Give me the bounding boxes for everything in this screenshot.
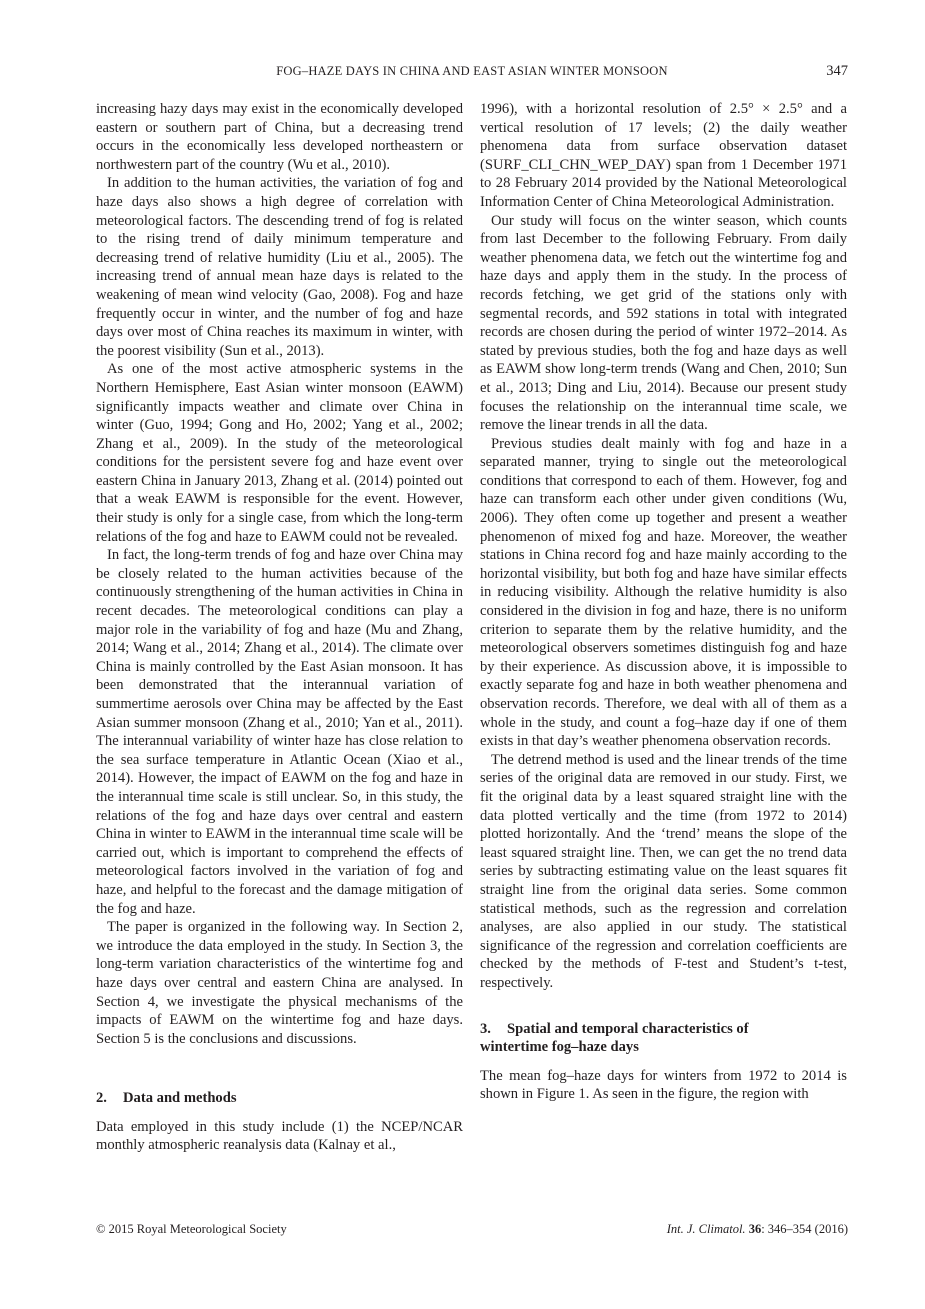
page-number: 347	[826, 63, 848, 79]
paragraph: 1996), with a horizontal resolution of 2.5° × 2.5° and a vertical resolution of 17 levels; (2) the daily weather phenomena data from surface observation dataset (SURF_CLI_CHN_WEP_DAY) span from 1 December 1971 to 28 February 2014 provided by the National Meteorological Information Center of China Meteorological Administration.	[480, 101, 847, 210]
running-head	[96, 64, 848, 82]
paragraph: Data employed in this study include (1) the NCEP/NCAR monthly atmospheric reanalysis data (Kalnay et al.,	[96, 1118, 463, 1154]
journal-pages: : 346–354 (2016)	[761, 1222, 848, 1236]
right-column	[480, 100, 847, 1104]
section-2-heading	[96, 1089, 463, 1108]
journal-volume: 36	[748, 1222, 762, 1236]
paragraph: The mean fog–haze days for winters from 1972 to 2014 is shown in Figure 1. As seen in the figure, the region with	[480, 1067, 847, 1103]
journal-citation	[667, 1222, 848, 1237]
paragraph: Previous studies dealt mainly with fog and haze in a separated manner, trying to single out the meteorological conditions that correspond to each of them. However, fog and haze can transform each other under given conditions (Wu, 2006). They often come up together and present a weather phenomenon of mixed fog and haze. Moreover, the weather stations in China record fog and haze mainly according to the horizontal visibility, but both fog and haze have similar effects in reducing visibility. Although the relative humidity is also considered in the division in fog and haze, there is no uniform criterion to separate them by the relative humidity, and the meteorological observers sometimes distinguish fog and haze by their experience. As discussion above, it is impossible to exactly separate fog and haze in both weather phenomena and observation records. Therefore, we deal with all of them as a whole in the study, and count a fog–haze day if one of them exists in that day’s weather phenomena observation records.	[480, 435, 847, 750]
paragraph: The paper is organized in the following way. In Section 2, we introduce the data employed in the study. In Section 3, the long-term variation characteristics of the wintertime fog and haze days over central and eastern China are analysed. In Section 4, we investigate the physical mechanisms of the impacts of EAWM on the wintertime fog and haze days. Section 5 is the conclusions and discussions.	[96, 919, 463, 1047]
left-column	[96, 100, 463, 1155]
paragraph: As one of the most active atmospheric systems in the Northern Hemisphere, East Asian winter monsoon (EAWM) significantly impacts weather and climate over China in winter (Guo, 1994; Gong and Ho, 2002; Yang et al., 2002; Zhang et al., 2009). In the study of the meteorological conditions for the persistent severe fog and haze event over eastern China in January 2013, Zhang et al. (2014) pointed out that a weak EAWM is responsible for the event. However, their study is only for a single case, from which the long-term relations of the fog and haze to EAWM could not be revealed.	[96, 361, 463, 545]
section-number: 3.	[480, 1020, 491, 1037]
section-title-line-2: wintertime fog–haze days	[480, 1039, 639, 1056]
paragraph: increasing hazy days may exist in the economically developed eastern or southern part of China, but a decreasing trend occurs in the economically less developed northeastern or northwestern part of the country (Wu et al., 2010).	[96, 101, 463, 173]
section-number: 2.	[96, 1090, 107, 1107]
section-title-line-1: Spatial and temporal characteristics of	[507, 1020, 749, 1037]
paragraph: Our study will focus on the winter season, which counts from last December to the following February. From daily weather phenomena data, we fetch out the wintertime fog and haze days and apply them in the study. In the process of records fetching, we get grid of the stations only with segmental records, and 592 stations in total with integrated records are chosen during the period of winter 1972–2014. As stated by previous studies, both the fog and haze days as well as EAWM show long-term trends (Wang and Chen, 2010; Sun et al., 2013; Ding and Liu, 2014). Because our present study focuses the relationship on the interannual time scale, we remove the linear trends in all the data.	[480, 212, 847, 434]
paragraph: The detrend method is used and the linear trends of the time series of the original data are removed in our study. First, we fit the original data by a least squared straight line with the data plotted vertically and the time (from 1972 to 2014) plotted horizontally. And the ‘trend’ means the slope of the least squared straight line. Then, we can get the no trend data series by subtracting estimating value on the least squares fit straight line from the original data series. Some common statistical methods, such as the regression and correlation analyses, are also applied in our study. The statistical significance of the regression and correlation coefficients are checked by the methods of F-test and Student’s t-test, respectively.	[480, 751, 847, 991]
paragraph: In fact, the long-term trends of fog and haze over China may be closely related to the human activities because of the continuously strengthening of the human activities in China in recent decades. The meteorological conditions can play a major role in the variability of fog and haze (Mu and Zhang, 2014; Wang et al., 2014; Zhang et al., 2014). The climate over China is mainly controlled by the East Asian monsoon. It has been demonstrated that the interannual variation of summertime aerosols over China may be affected by the East Asian summer monsoon (Zhang et al., 2010; Yan et al., 2011). The interannual variability of winter haze has close relation to the sea surface temperature in Atlantic Ocean (Xiao et al., 2014). However, the impact of EAWM on the fog and haze in the interannual time scale is still unclear. So, in this study, the relations of the fog and haze days over central and eastern China in winter to EAWM in the interannual time scale will be carried out, which is important to comprehend the effects of meteorological factors involved in the variation of fog and haze, and helpful to the forecast and the damage mitigation of the fog and haze.	[96, 547, 463, 917]
paragraph: In addition to the human activities, the variation of fog and haze days also shows a high degree of correlation with meteorological factors. The descending trend of fog is related to the rising trend of daily minimum temperature and decreasing trend of relative humidity (Liu et al., 2005). The increasing trend of annual mean haze days is related to the weakening of mean wind velocity (Gao, 2008). Fog and haze frequently occur in winter, and the number of fog and haze days over most of China reaches its maximum in winter, with the poorest visibility (Sun et al., 2013).	[96, 175, 463, 359]
section-3-heading	[480, 1020, 847, 1057]
journal-name: Int. J. Climatol.	[666, 1222, 746, 1236]
section-title: Data and methods	[123, 1090, 237, 1107]
copyright-notice: © 2015 Royal Meteorological Society	[96, 1222, 287, 1236]
running-title: FOG–HAZE DAYS IN CHINA AND EAST ASIAN WINTER MONSOON	[276, 64, 668, 78]
